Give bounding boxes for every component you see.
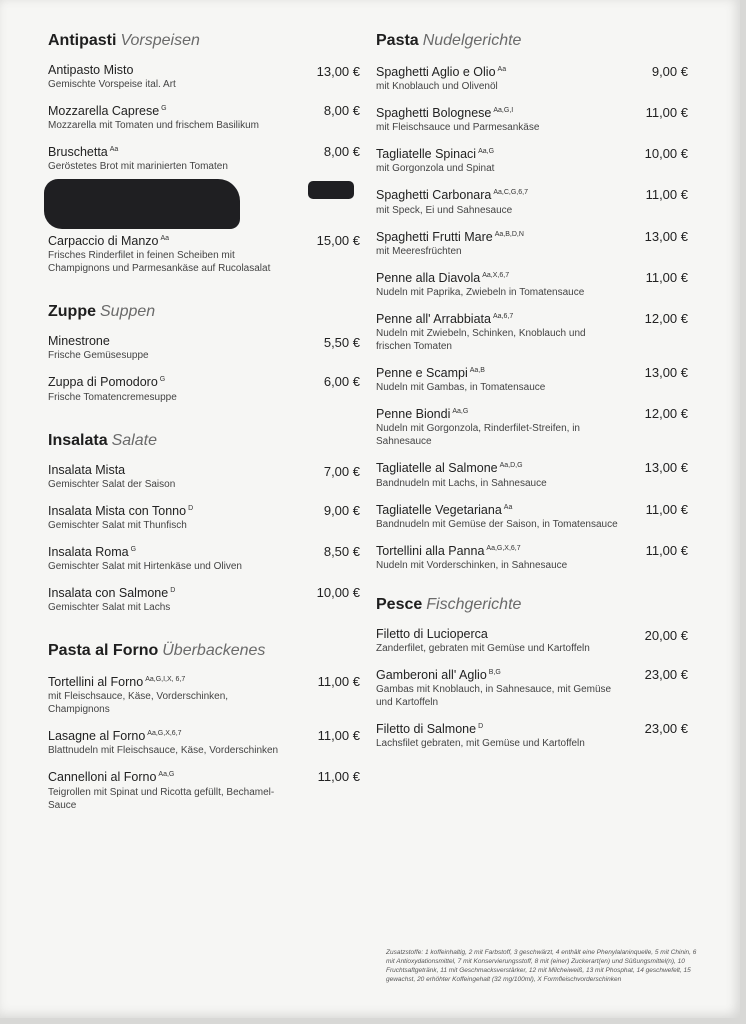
allergen-codes: Aa,G,X,6,7 [147,730,182,738]
menu-item [48,62,360,91]
menu-item [48,726,360,757]
item-price: 8,00 € [323,144,360,160]
item-name: Mozzarella Caprese [48,104,160,119]
item-name: Bruschetta [48,145,108,160]
allergen-codes: Aa,B,D,N [494,230,524,238]
item-description: mit Fleischsauce und Parmesankäse [376,122,540,134]
menu-item [376,227,688,258]
allergen-codes: D [478,723,484,731]
menu-item [376,144,688,175]
item-description: Nudeln mit Vorderschinken, in Sahnesauce [376,559,568,571]
item-name: Tagliatelle al Salmone [376,461,498,476]
item-description: Bandnudeln mit Gemüse der Saison, in Tomatensauce [376,518,618,530]
item-description: Frische Tomatencremesuppe [48,391,177,403]
allergen-codes: Aa [160,235,170,243]
menu-item [48,542,360,573]
item-description: Gemischter Salat mit Thunfisch [48,519,187,531]
redaction-mark [44,179,240,229]
menu-left-column [48,30,360,812]
section-title-antipasti: Antipasti Vorspeisen [48,32,200,49]
section-title-pasta: Pasta Nudelgerichte [376,32,522,49]
item-description: Lachsfilet gebraten, mit Gemüse und Kartoffeln [376,738,585,750]
item-name: Lasagne al Forno [48,729,146,744]
section-title-pasta-al-forno: Pasta al Forno Überbackenes [48,642,266,660]
item-price: 5,50 € [323,335,360,351]
menu-item [48,333,360,362]
menu-item [376,665,688,709]
item-price: 11,00 € [645,187,688,203]
allergen-codes: Aa,B [469,367,485,375]
item-description: Blattnudeln mit Fleischsauce, Käse, Vorderschinken [48,745,279,757]
item-description: Gemischter Salat mit Hirtenkäse und Oliven [48,560,242,572]
allergen-codes: Aa,G [478,148,495,156]
item-description: Zanderfilet, gebraten mit Gemüse und Kartoffeln [376,642,590,654]
menu-item [376,626,688,655]
item-description: Geröstetes Brot mit marinierten Tomaten [48,161,228,173]
item-description: Teigrollen mit Spinat und Ricotta gefüllt, Bechamel-Sauce [48,786,275,811]
item-price: 20,00 € [644,627,688,643]
item-name: Tagliatelle Vegetariana [376,502,502,517]
allergen-codes: D [170,586,176,594]
allergen-codes: G [161,105,167,112]
item-name: Insalata Mista [48,462,126,477]
allergen-codes: Aa [503,503,513,511]
menu-item [376,268,688,299]
item-name: Tortellini alla Panna [376,543,485,558]
allergen-codes: Aa,G,X,6,7 [486,544,521,552]
menu-item [48,462,360,491]
item-price: 10,00 € [316,584,360,600]
redacted-item [48,179,360,229]
item-name: Insalata con Salmone [48,586,169,601]
item-name: Spaghetti Bolognese [376,106,492,121]
section-title-pesce: Pesce Fischgerichte [376,595,522,613]
item-price: 11,00 € [645,501,688,517]
item-name: Cannelloni al Forno [48,770,157,785]
menu-item [48,231,360,275]
item-price: 7,00 € [323,463,360,479]
item-price: 11,00 € [645,269,688,285]
menu-item [48,372,360,403]
item-price: 11,00 € [317,769,360,785]
allergen-codes: Aa,D,G [499,462,523,470]
item-name: Spaghetti Carbonara [376,188,492,203]
item-description: mit Knoblauch und Olivenöl [376,81,498,93]
item-price: 9,00 € [323,502,360,518]
item-price: 23,00 € [644,721,688,737]
allergen-codes: Aa,G,I,X, 6,7 [145,676,186,684]
item-description: Nudeln mit Gorgonzola, Rinderfilet-Streifen, in Sahnesauce [376,423,580,448]
allergen-codes: G [130,545,137,553]
menu-item [48,142,360,173]
section-title-insalata: Insalata Salate [48,431,157,449]
item-price: 8,00 € [323,103,360,118]
item-price: 11,00 € [317,728,360,744]
menu-item [376,309,688,353]
item-description: Frische Gemüsesuppe [48,350,149,362]
menu-item [48,583,360,614]
allergen-codes: Aa,G [452,408,469,416]
menu-item [376,185,688,216]
allergen-codes: Aa [109,146,119,154]
item-name: Minestrone [48,334,110,349]
menu-item [48,767,360,811]
item-price: 13,00 € [316,64,360,79]
allergen-codes: Aa,X,6,7 [482,271,510,279]
item-name: Zuppa di Pomodoro [48,375,158,390]
allergen-codes: G [159,376,166,384]
menu-item [376,62,688,93]
menu-item [48,672,360,716]
item-description: mit Fleischsauce, Käse, Vorderschinken, Champignons [48,691,229,716]
item-name: Spaghetti Frutti Mare [376,229,493,244]
allergen-codes: Aa,C,G,6,7 [493,189,528,197]
item-description: Gemischte Vorspeise ital. Art [48,79,176,90]
menu-item [48,501,360,532]
item-price: 9,00 € [651,64,688,79]
item-price: 13,00 € [644,460,688,476]
redaction-mark-price [308,181,354,199]
item-price: 15,00 € [316,233,360,249]
item-price: 11,00 € [317,674,360,690]
item-name: Spaghetti Aglio e Olio [376,65,496,80]
menu-item [376,500,688,531]
item-name: Penne Biondi [376,407,451,422]
item-description: Gemischter Salat mit Lachs [48,602,171,614]
menu-item [376,541,688,572]
item-price: 13,00 € [644,365,688,381]
menu-item [48,101,360,132]
item-price: 11,00 € [645,105,688,121]
menu-item [376,404,688,448]
menu-item [376,719,688,750]
item-price: 6,00 € [323,374,360,390]
menu-item [376,458,688,489]
item-price: 11,00 € [645,542,688,558]
item-name: Penne all' Arrabbiata [376,312,491,327]
item-description: Nudeln mit Gambas, in Tomatensauce [376,382,546,394]
allergen-codes: Aa,6,7 [492,312,514,320]
menu-item [376,103,688,134]
additives-footnote: Zusatzstoffe: 1 koffeinhaltig, 2 mit Farbstoff, 3 geschwärzt, 4 enthält eine Phenylalaninquelle, 5 mit Chinin, 6 mit Antioxydationsmittel, 7 mit Konservierungsstoff, 8 mit (einer) Zuckerart(en) und Süßungsmittel(n), 10 Fruchtsaftgetränk, 11 mit Geschmacksverstärker, 12 mit Milcheiweiß, 13 mit Phosphat, 14 geschwefelt, 15 gewachst, 20 erhöhter Koffeingehalt (32 mg/100ml), X Formfleischvorderschinken [386,949,697,983]
allergen-codes: B,G [488,668,501,676]
item-name: Penne alla Diavola [376,270,481,285]
item-description: Nudeln mit Paprika, Zwiebeln in Tomatensauce [376,286,585,298]
item-name: Gamberoni all' Aglio [376,668,487,683]
item-description: Gemischter Salat der Saison [48,478,176,490]
allergen-codes: D [188,504,194,512]
item-description: Nudeln mit Zwiebeln, Schinken, Knoblauch und frischen Tomaten [376,328,586,353]
item-price: 8,50 € [323,543,360,559]
item-description: Frisches Rinderfilet in feinen Scheiben mit Champignons und Parmesankäse auf Rucolasalat [48,250,271,275]
menu-right-column [376,30,688,750]
item-name: Filetto di Salmone [376,722,477,737]
item-price: 12,00 € [644,406,688,422]
item-name: Insalata Roma [48,544,129,559]
item-description: mit Meeresfrüchten [376,245,462,257]
item-name: Tortellini al Forno [48,675,144,690]
item-price: 10,00 € [644,146,688,162]
allergen-codes: Aa,G [158,771,175,779]
item-description: Gambas mit Knoblauch, in Sahnesauce, mit Gemüse und Kartoffeln [376,684,612,709]
item-name: Tagliatelle Spinaci [376,147,477,162]
item-name: Penne e Scampi [376,366,468,381]
item-price: 13,00 € [644,228,688,244]
allergen-codes: Aa [497,66,507,73]
item-name: Antipasto Misto [48,63,134,77]
item-price: 23,00 € [644,666,688,682]
item-description: Bandnudeln mit Lachs, in Sahnesauce [376,477,547,489]
menu-item [376,363,688,394]
section-title-zuppe: Zuppe Suppen [48,303,156,321]
item-name: Filetto di Lucioperca [376,626,488,641]
item-description: mit Gorgonzola und Spinat [376,163,495,175]
item-description: Mozzarella mit Tomaten und frischem Basilikum [48,120,260,132]
allergen-codes: Aa,G,I [493,107,514,115]
item-name: Carpaccio di Manzo [48,234,159,249]
item-price: 12,00 € [644,310,688,326]
item-description: mit Speck, Ei und Sahnesauce [376,204,513,216]
item-name: Insalata Mista con Tonno [48,503,187,518]
